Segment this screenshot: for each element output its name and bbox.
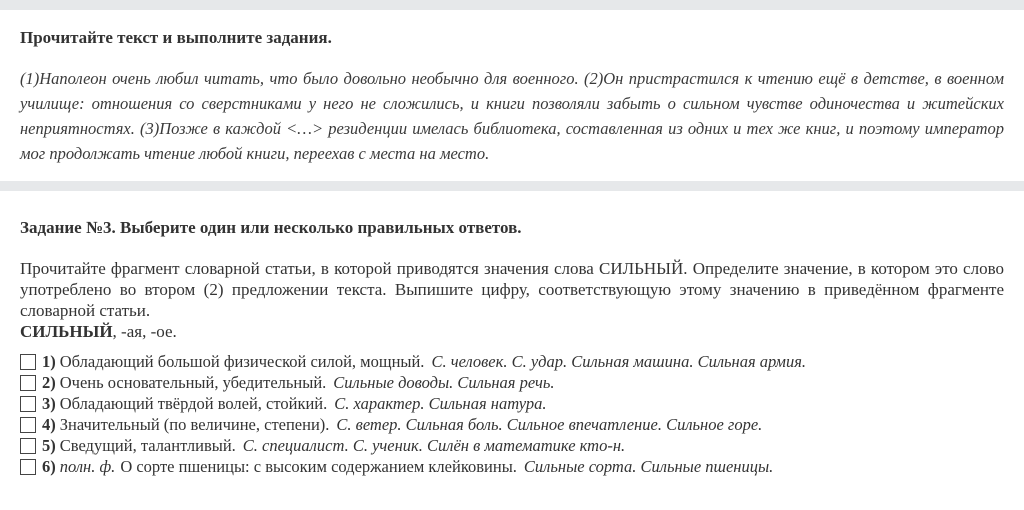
option-number: 1) [42,351,56,371]
task-heading: Задание №3. Выберите один или несколько правильных ответов. [20,218,522,237]
option-definition: Обладающий твёрдой волей, стойкий. [59,393,328,413]
option-number: 2) [42,372,56,392]
answer-option-5[interactable] [20,435,1004,456]
top-divider [0,0,1024,10]
option-examples: С. специалист. С. ученик. Силён в математике кто-н. [242,435,626,455]
answer-checkbox[interactable] [20,375,36,391]
reading-card [0,10,1024,166]
option-number: 6) [42,456,56,476]
option-examples: С. ветер. Сильная боль. Сильное впечатление. Сильное горе. [336,414,763,434]
option-number: 4) [42,414,56,434]
option-number: 5) [42,435,56,455]
option-definition: Значительный (по величине, степени). [59,414,330,434]
answer-checkbox[interactable] [20,459,36,475]
option-examples: Сильные доводы. Сильная речь. [333,372,555,392]
option-abbreviation: полн. ф. [59,456,116,476]
answer-option-6[interactable] [20,456,1004,477]
section-divider [0,181,1024,191]
option-examples: Сильные сорта. Сильные пшеницы. [523,456,774,476]
answer-options [20,351,1004,477]
option-definition: Обладающий большой физической силой, мощный. [59,351,425,371]
answer-checkbox[interactable] [20,438,36,454]
headword-forms: , -ая, -ое. [112,322,177,341]
option-definition: Сведущий, талантливый. [59,435,236,455]
option-definition: О сорте пшеницы: с высоким содержанием клейковины. [120,456,517,476]
answer-checkbox[interactable] [20,396,36,412]
option-examples: С. человек. С. удар. Сильная машина. Сильная армия. [431,351,807,371]
answer-option-1[interactable] [20,351,1004,372]
option-number: 3) [42,393,56,413]
dictionary-headword [20,321,1004,343]
answer-option-2[interactable] [20,372,1004,393]
answer-option-4[interactable] [20,414,1004,435]
reading-passage: (1)Наполеон очень любил читать, что было довольно необычно для военного. (2)Он пристрастился к чтению ещё в детстве, в военном училище: отношения со сверстниками у него не сложились, и книги позволяли забыть о сильном чувстве одиночества и житейских неприятностях. (3)Позже в каждой <…> резиденции имелась библиотека, составленная из одних и тех же книг, и поэтому император мог продолжать чтение любой книги, переехав с места на место. [20,69,1004,163]
option-examples: С. характер. Сильная натура. [334,393,547,413]
answer-option-3[interactable] [20,393,1004,414]
headword-word: СИЛЬНЫЙ [20,322,113,341]
option-definition: Очень основательный, убедительный. [59,372,327,392]
task-card [0,191,1024,477]
reading-heading: Прочитайте текст и выполните задания. [20,28,332,47]
task-instruction: Прочитайте фрагмент словарной статьи, в которой приводятся значения слова СИЛЬНЫЙ. Определите значение, в котором это слово употреблено во втором (2) предложении текста. Выпишите цифру, соответствующую этому значению в приведённом фрагменте словарной статьи. [20,259,1004,320]
answer-checkbox[interactable] [20,417,36,433]
answer-checkbox[interactable] [20,354,36,370]
